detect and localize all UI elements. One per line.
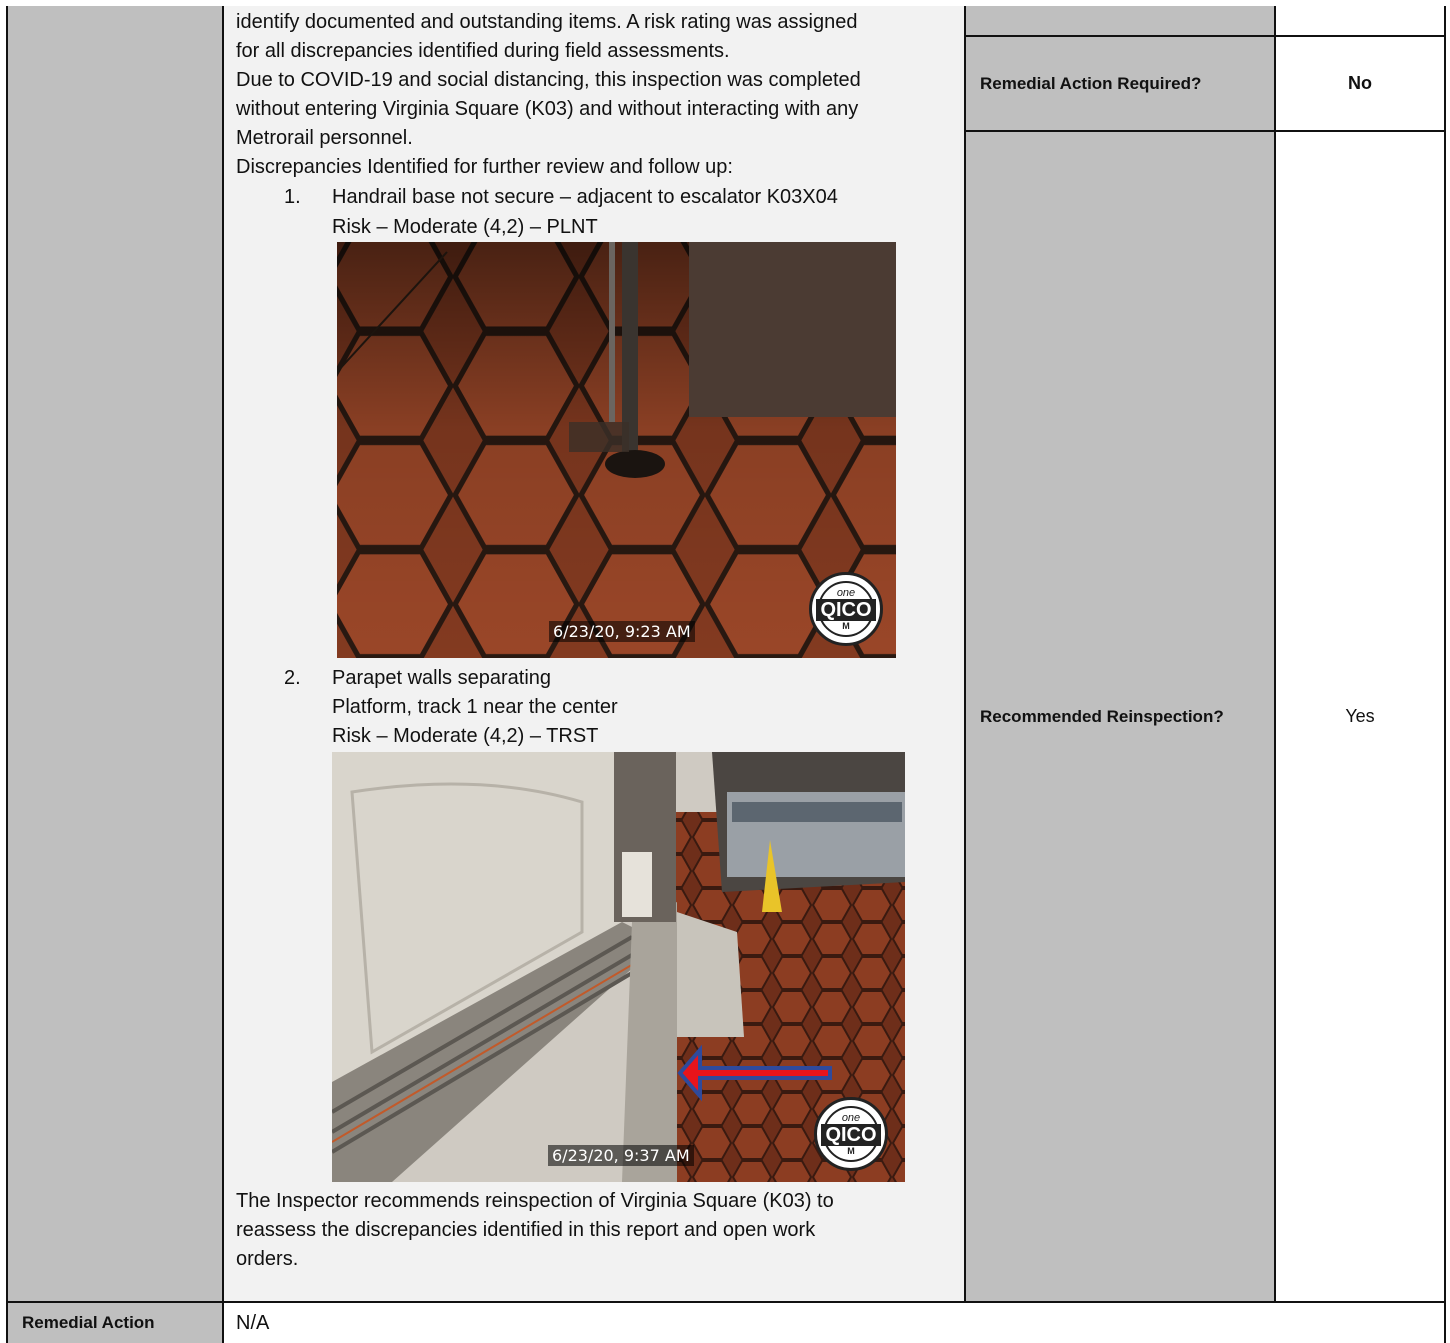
item-description: Handrail base not secure – adjacent to escalator K03X04 — [332, 186, 838, 208]
intro-line: Due to COVID-19 and social distancing, this inspection was completed — [236, 69, 861, 91]
qico-logo — [809, 572, 883, 646]
handrail-photo — [337, 242, 896, 658]
logo-one: one — [841, 1111, 861, 1124]
item-description: Platform, track 1 near the center — [332, 696, 618, 718]
closing-line: The Inspector recommends reinspection of Virginia Square (K03) to — [236, 1190, 834, 1212]
closing-line: orders. — [236, 1248, 299, 1270]
intro-line: for all discrepancies identified during field assessments. — [236, 40, 730, 62]
remedial-action-required-label-cell — [964, 37, 1274, 132]
report-table — [6, 6, 1446, 1336]
remedial-action-value-cell — [224, 1303, 1446, 1343]
intro-line: without entering Virginia Square (K03) and without interacting with any — [236, 98, 859, 120]
logo-m: M — [847, 1145, 855, 1156]
photo-timestamp: 6/23/20, 9:23 AM — [549, 621, 695, 642]
item-number: 2. — [284, 667, 301, 689]
intro-line: identify documented and outstanding items. A risk rating was assigned — [236, 11, 858, 33]
item-risk: Risk – Moderate (4,2) – TRST — [332, 725, 599, 747]
qico-logo — [814, 1097, 888, 1171]
parapet-photo — [332, 752, 905, 1182]
intro-line: Discrepancies Identified for further review and follow up: — [236, 156, 733, 178]
intro-line: Metrorail personnel. — [236, 127, 413, 149]
logo-qico: QICO — [816, 599, 875, 621]
remedial-action-value: N/A — [236, 1311, 270, 1334]
remedial-action-required-label: Remedial Action Required? — [980, 73, 1202, 93]
left-label-column — [6, 6, 224, 1303]
recommended-reinspection-label: Recommended Reinspection? — [980, 706, 1224, 726]
remedial-action-label-cell — [6, 1303, 224, 1343]
recommended-reinspection-value-cell — [1274, 132, 1446, 1303]
remedial-action-required-value: No — [1348, 73, 1372, 93]
photo-timestamp: 6/23/20, 9:37 AM — [548, 1145, 694, 1166]
logo-one: one — [836, 586, 856, 599]
item-description: Parapet walls separating — [332, 667, 552, 689]
description-cell — [224, 6, 964, 1303]
logo-qico: QICO — [821, 1124, 880, 1146]
remedial-action-required-value-cell — [1274, 37, 1446, 132]
logo-m: M — [842, 620, 850, 631]
header-label-cell — [964, 6, 1274, 37]
item-risk: Risk – Moderate (4,2) – PLNT — [332, 216, 598, 238]
header-value-cell — [1274, 6, 1446, 37]
remedial-action-label: Remedial Action — [22, 1313, 155, 1332]
closing-line: reassess the discrepancies identified in this report and open work — [236, 1219, 816, 1241]
item-number: 1. — [284, 186, 301, 208]
recommended-reinspection-value: Yes — [1345, 706, 1375, 726]
recommended-reinspection-label-cell — [964, 132, 1274, 1303]
